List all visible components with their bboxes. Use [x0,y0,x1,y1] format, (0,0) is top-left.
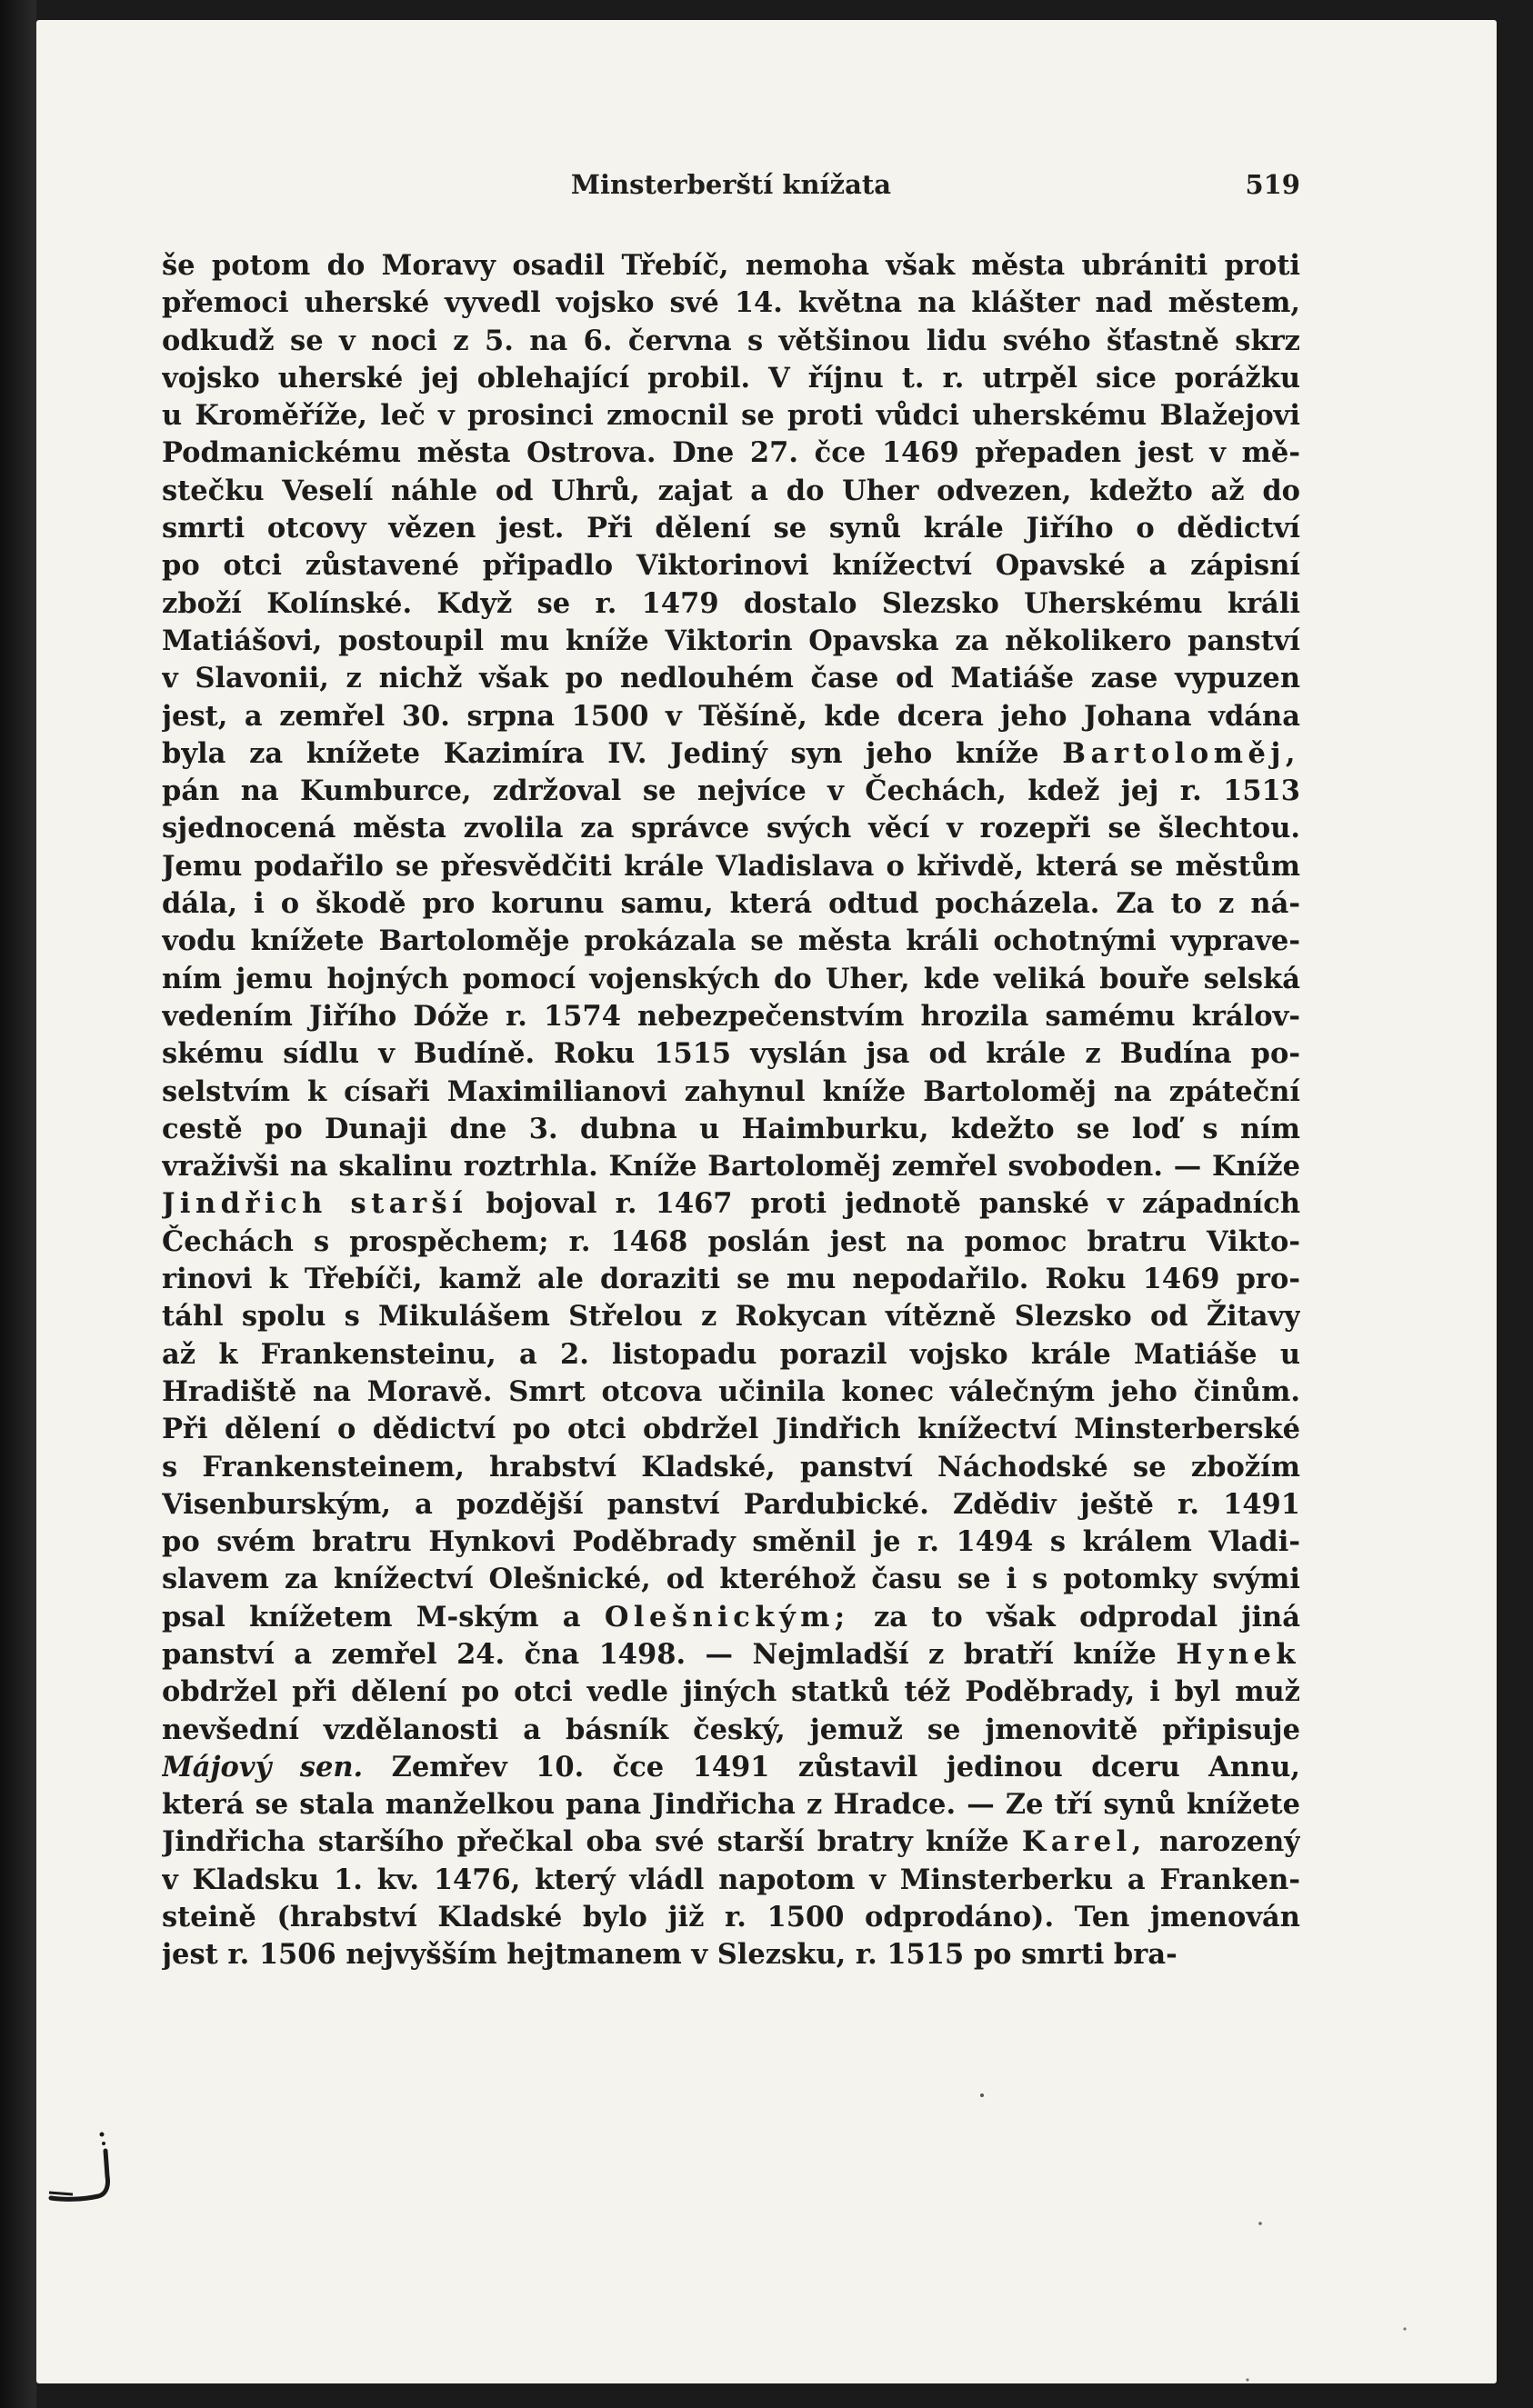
text-run: narozený [1159,1825,1300,1859]
spaced-name: Jindřich starší [162,1187,468,1221]
text-line: jest, a zemřel 30. srpna 1500 v Těšíně, kde dcera jeho Johana vdána [162,699,1300,733]
text-run: Zemřev 10. čce 1491 zůstavil jedinou dceru Annu, [391,1750,1300,1784]
text-line: rinovi k Třebíči, kamž ale doraziti se mu nepodařilo. Roku 1469 pro- [162,1263,1300,1296]
text-line: Visenburským, a pozdější panství Pardubické. Zdědiv ještě r. 1491 [162,1487,1300,1521]
text-line [162,1185,1300,1223]
text-line: vodu knížete Bartoloměje prokázala se města králi ochotnými vyprave- [162,924,1300,958]
text-run: bojoval r. 1467 proti jednotě panské v západních [486,1187,1300,1221]
spaced-name: Olešnickým; [604,1600,850,1634]
text-line: odkudž se v noci z 5. na 6. června s většinou lidu svého šťastně skrz [162,324,1300,357]
text-line: vedením Jiřího Dóže r. 1574 nebezpečenstvím hrozila samému králov- [162,999,1300,1033]
text-run: psal knížetem M-ským a [162,1600,581,1634]
text-line: dála, i o škodě pro korunu samu, která odtud pocházela. Za to z ná- [162,887,1300,921]
text-line: která se stala manželkou pana Jindřicha z Hradce. — Ze tří synů knížete [162,1788,1300,1822]
italic-title: Májový sen. [162,1750,364,1784]
text-run: panství a zemřel 24. čna 1498. — Nejmladší z bratří kníže [162,1637,1157,1671]
text-line [162,1823,1300,1861]
text-line [162,1749,1300,1786]
text-line: selstvím k císaři Maximilianovi zahynul kníže Bartoloměj na zpáteční [162,1074,1300,1108]
text-run: byla za knížete Kazimíra IV. Jediný syn jeho kníže [162,736,1039,770]
text-line: slavem za knížectví Olešnické, od kteréhož času se i s potomky svými [162,1563,1300,1596]
text-run: Jindřicha staršího přečkal oba své starší bratry kníže [162,1825,1009,1859]
text-line [162,1636,1300,1674]
text-line: stečku Veselí náhle od Uhrů, zajat a do Uher odvezen, kdežto až do [162,474,1300,507]
text-line: jest r. 1506 nejvyšším hejtmanem v Slezsku, r. 1515 po smrti bra- [162,1938,1177,1972]
text-line: smrti otcovy vězen jest. Při dělení se synů krále Jiřího o dědictví [162,512,1300,545]
spaced-name: Bartoloměj, [1062,736,1300,770]
text-line: steině (hrabství Kladské bylo již r. 1500 odprodáno). Ten jmenován [162,1901,1300,1934]
text-line [162,735,1300,773]
text-line: Jemu podařilo se přesvědčiti krále Vladislava o křivdě, která se městům [162,849,1300,883]
text-line: pán na Kumburce, zdržoval se nejvíce v Čechách, kdež jej r. 1513 [162,774,1300,808]
text-line: u Kroměříže, leč v prosinci zmocnil se proti vůdci uherskému Blažejovi [162,399,1300,433]
text-line: v Slavonii, z nichž však po nedlouhém čase od Matiáše zase vypuzen [162,662,1300,695]
text-line: še potom do Moravy osadil Třebíč, nemoha však města ubrániti proti [162,249,1300,282]
text-line: Hradiště na Moravě. Smrt otcova učinila konec válečným jeho činům. [162,1374,1300,1408]
text-line: s Frankensteinem, hrabství Kladské, panství Náchodské se zbožím [162,1450,1300,1484]
margin-ink-mark [45,2123,118,2205]
text-line: Čechách s prospěchem; r. 1468 poslán jest na pomoc bratru Vikto- [162,1224,1300,1258]
text-line: přemoci uherské vyvedl vojsko své 14. května na klášter nad městem, [162,286,1300,320]
text-line: Podmanickému města Ostrova. Dne 27. čce 1469 přepaden jest v mě- [162,436,1300,470]
text-line: cestě po Dunaji dne 3. dubna u Haimburku, kdežto se loď s ním [162,1112,1300,1145]
text-line: skému sídlu v Budíně. Roku 1515 vyslán jsa od krále z Budína po- [162,1037,1300,1071]
text-line: Matiášovi, postoupil mu kníže Viktorin Opavska za několikero panství [162,624,1300,657]
text-line: Při dělení o dědictví po otci obdržel Jindřich knížectví Minsterberské [162,1413,1300,1446]
running-title: Minsterberští knížata [570,169,892,200]
body-text [162,247,1300,1974]
text-line: ním jemu hojných pomocí vojenských do Uher, kde veliká bouře selská [162,962,1300,995]
text-line: po svém bratru Hynkovi Poděbrady směnil je r. 1494 s králem Vladi- [162,1525,1300,1559]
text-line: nevšední vzdělanosti a básník český, jemuž se jmenovitě připisuje [162,1713,1300,1746]
text-line: táhl spolu s Mikulášem Střelou z Rokycan vítězně Slezsko od Žitavy [162,1300,1300,1334]
text-line: zboží Kolínské. Když se r. 1479 dostalo Slezsko Uherskému králi [162,586,1300,620]
text-run: za to však odprodal jiná [873,1600,1300,1634]
text-line: v Kladsku 1. kv. 1476, který vládl napotom v Minsterberku a Franken- [162,1863,1300,1896]
running-header [162,169,1300,205]
scanner-edge [0,0,36,2408]
text-line: sjednocená města zvolila za správce svých věcí v rozepři se šlechtou. [162,812,1300,845]
text-line [162,1599,1300,1636]
text-line: až k Frankensteinu, a 2. listopadu porazil vojsko krále Matiáše u [162,1337,1300,1371]
text-line: vojsko uherské jej oblehající probil. V říjnu t. r. utrpěl sice porážku [162,361,1300,395]
text-line: obdržel při dělení po otci vedle jiných statků též Poděbrady, i byl muž [162,1675,1300,1709]
page-number: 519 [1245,169,1300,200]
text-line: po otci zůstavené připadlo Viktorinovi knížectví Opavské a zápisní [162,549,1300,583]
spaced-name: Hynek [1176,1637,1300,1671]
spaced-name: Karel, [1021,1825,1147,1859]
text-line: vraživši na skalinu roztrhla. Kníže Bartoloměj zemřel svoboden. — Kníže [162,1150,1300,1184]
